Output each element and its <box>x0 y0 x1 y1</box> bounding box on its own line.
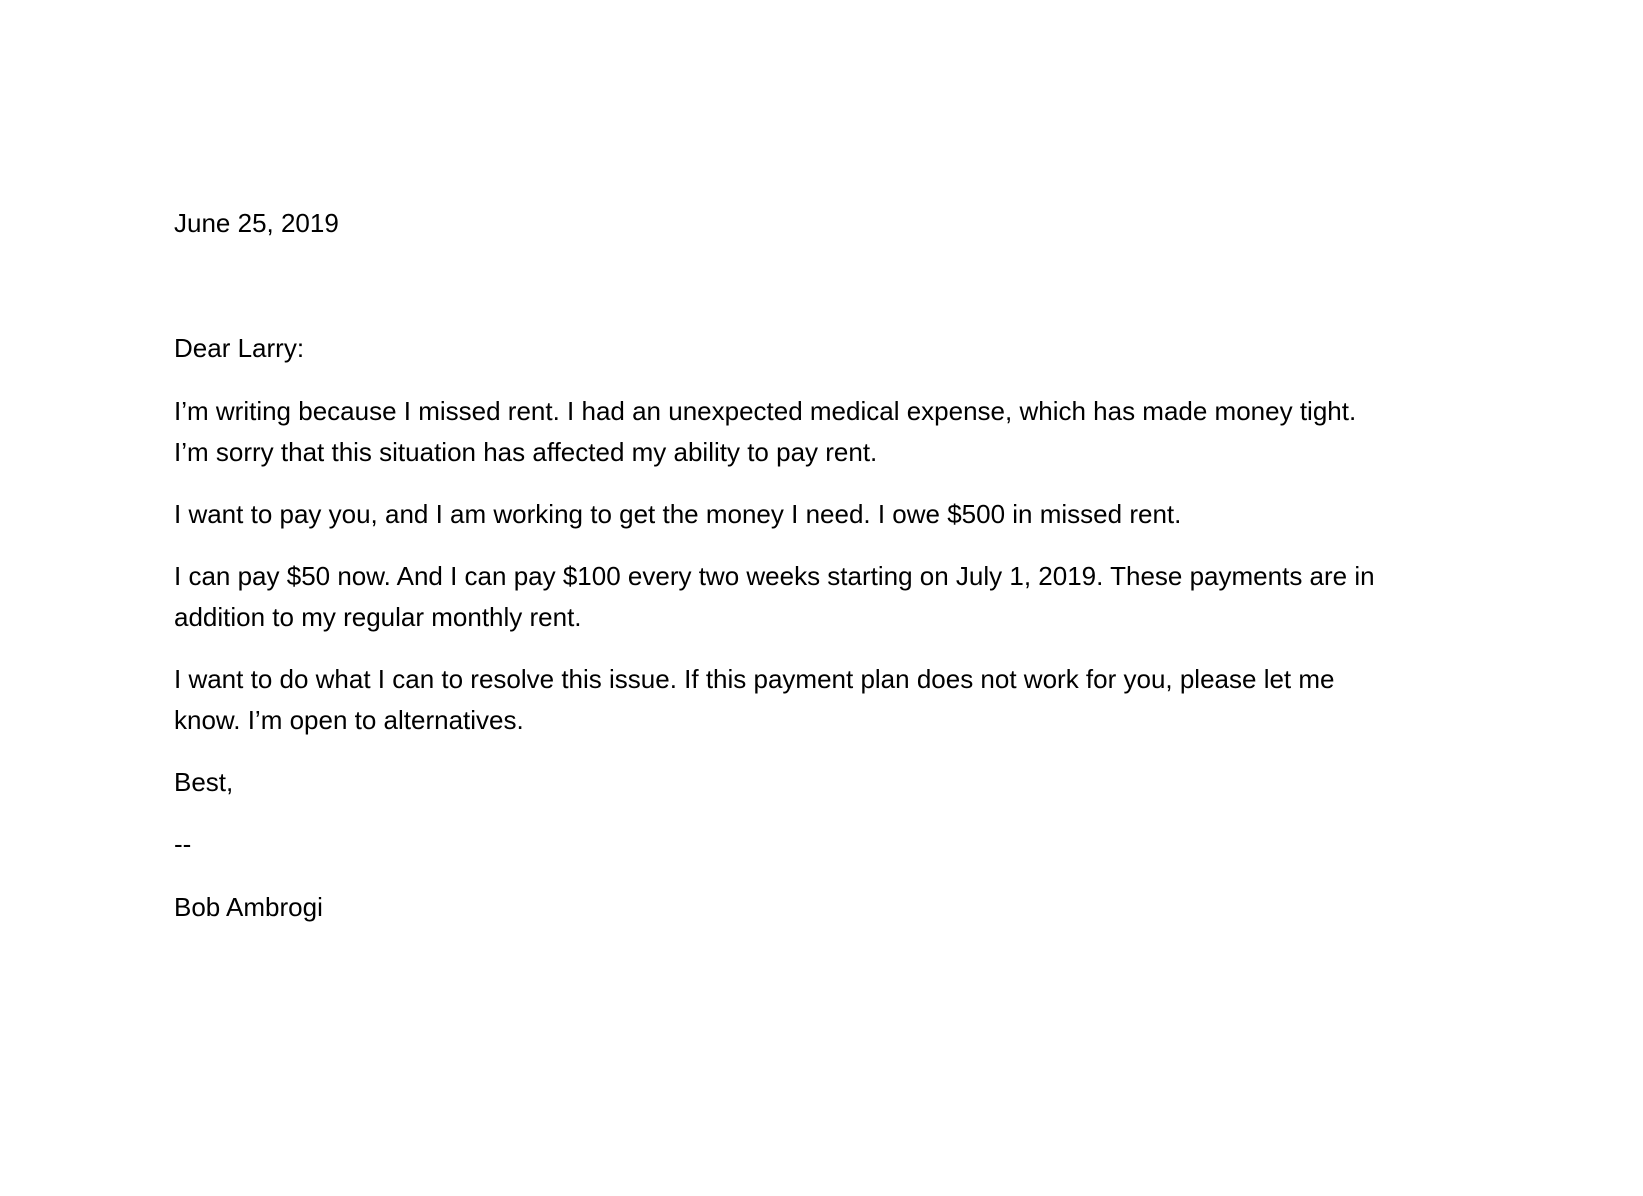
paragraph-line: know. I’m open to alternatives. <box>174 705 524 735</box>
letter-signature: Bob Ambrogi <box>174 892 323 922</box>
letter-paragraph-2 <box>174 494 1494 535</box>
paragraph-line: I want to pay you, and I am working to get the money I need. I owe $500 in missed rent. <box>174 499 1182 529</box>
letter-salutation: Dear Larry: <box>174 333 305 363</box>
paragraph-line: I’m writing because I missed rent. I had an unexpected medical expense, which has made money tight. <box>174 396 1357 426</box>
paragraph-line: I want to do what I can to resolve this issue. If this payment plan does not work for you, please let me <box>174 664 1335 694</box>
signature-separator: -- <box>174 829 192 859</box>
letter-date: June 25, 2019 <box>174 208 339 238</box>
paragraph-line: I can pay $50 now. And I can pay $100 every two weeks starting on July 1, 2019. These payments are in <box>174 561 1375 591</box>
letter-paragraph-3 <box>174 556 1494 638</box>
letter-paragraph-4 <box>174 659 1494 741</box>
letter-paragraph-1 <box>174 391 1494 473</box>
letter-closing: Best, <box>174 767 234 797</box>
paragraph-line: addition to my regular monthly rent. <box>174 602 582 632</box>
paragraph-line: I’m sorry that this situation has affected my ability to pay rent. <box>174 437 878 467</box>
